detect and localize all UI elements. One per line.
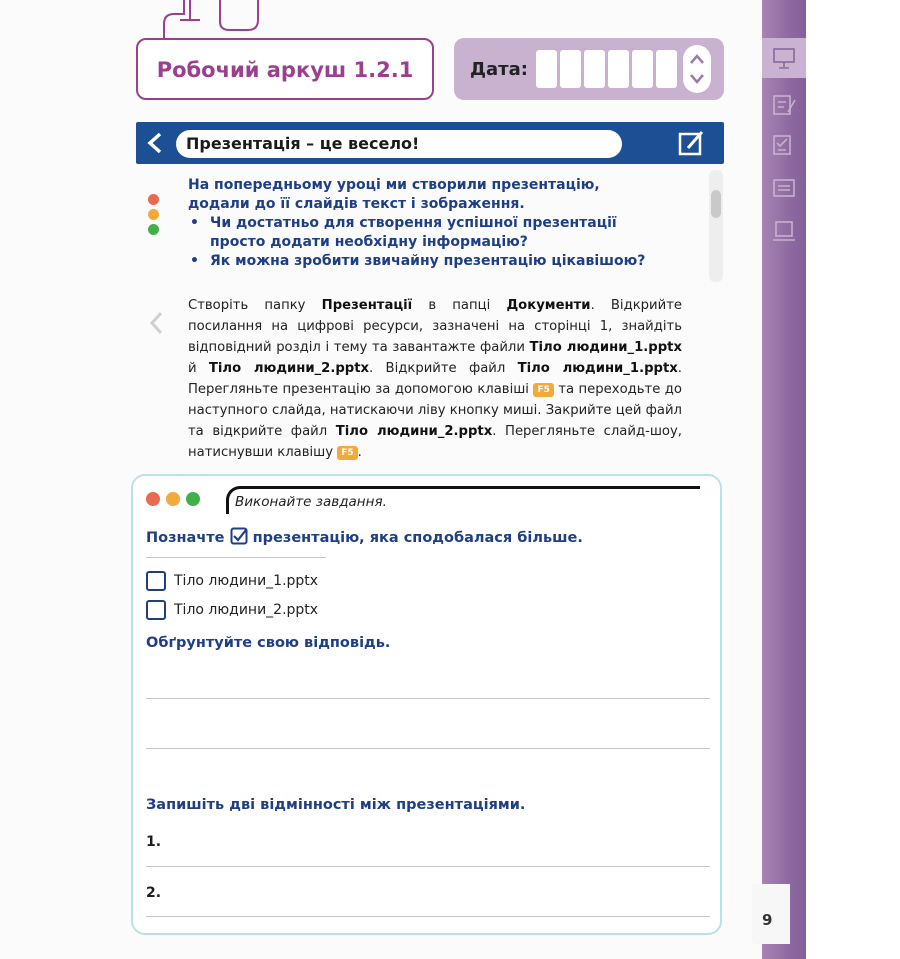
chevron-left-icon[interactable] (144, 131, 166, 155)
checklist-icon[interactable] (770, 132, 798, 158)
red-dot-icon (148, 194, 159, 205)
intro-text (188, 176, 708, 271)
date-label: Дата: (470, 59, 528, 80)
page-number: 9 (762, 911, 773, 929)
instructions-paragraph: Створіть папку Презентації в папці Документи. Відкрийте посилання на цифрові ресурси, зазначені на сторінці 1, знайдіть відповідний розділ і тему та завантажте файли Тіло людини_1.pptx й Тіло людини_2.pptx. Відкрийте файл Тіло людини_1.pptx. Перегляньте презентацію за допомогою клавіші F5 та переходьте до наступного слайда, натискаючи ліву кнопку миші. Закрийте цей файл та відкрийте файл Тіло людини_2.pptx. Перегляньте слайд-шоу, натиснувши клавішу F5 . (188, 298, 682, 460)
intro-bullet: • Чи достатньо для створення успішної презентації (188, 214, 708, 233)
chevron-down-icon (691, 75, 703, 82)
checkbox-checked-icon (230, 527, 248, 545)
answer-line[interactable] (146, 748, 710, 749)
lesson-title-pill (176, 130, 622, 158)
right-sidebar (762, 0, 806, 959)
task-header-text: Виконайте завдання. (235, 494, 387, 510)
laptop-icon[interactable] (770, 218, 798, 244)
red-dot-icon (146, 492, 160, 506)
presentation-icon[interactable] (770, 45, 798, 71)
date-spinner[interactable] (683, 45, 711, 93)
date-cell[interactable] (560, 50, 581, 88)
lesson-title: Презентація – це весело! (186, 134, 420, 153)
answer-number: 1. (146, 834, 162, 850)
chevron-up-icon (691, 56, 703, 63)
date-cell[interactable] (608, 50, 629, 88)
intro-line: додали до її слайдів текст і зображення. (188, 196, 525, 212)
answer-number: 2. (146, 885, 162, 901)
f5-key-badge: F5 (533, 383, 553, 397)
question-mark-choice: Позначте презентацію, яка сподобалася більше. (146, 527, 583, 546)
chevron-left-icon[interactable] (148, 310, 164, 336)
orange-dot-icon (166, 492, 180, 506)
green-dot-icon (148, 224, 159, 235)
answer-line[interactable] (146, 916, 710, 917)
slides-icon[interactable] (770, 176, 798, 202)
worksheet-title: Робочий аркуш 1.2.1 (156, 58, 414, 82)
divider (146, 557, 326, 558)
task-header (226, 486, 700, 514)
intro-bullet: • Як можна зробити звичайну презентацію цікавішою? (188, 252, 708, 271)
answer-line[interactable] (146, 866, 710, 867)
f5-key-badge: F5 (337, 446, 357, 460)
answer-line[interactable] (146, 698, 710, 699)
edit-note-icon[interactable] (676, 128, 708, 158)
intro-line: На попередньому уроці ми створили презентацію, (188, 177, 600, 193)
checkbox[interactable] (146, 600, 166, 620)
date-cell[interactable] (656, 50, 677, 88)
question-differences: Запишіть дві відмінності між презентаціями. (146, 797, 526, 813)
date-cell[interactable] (536, 50, 557, 88)
intro-bullet-cont: просто додати необхідну інформацію? (210, 234, 528, 250)
option-2[interactable]: Тіло людини_2.pptx (146, 600, 318, 620)
page-margin (806, 0, 900, 959)
scrollbar-thumb[interactable] (711, 190, 721, 218)
edit-list-icon[interactable] (770, 92, 798, 118)
question-justify: Обґрунтуйте свою відповідь. (146, 635, 391, 651)
date-cell[interactable] (584, 50, 605, 88)
checkbox[interactable] (146, 571, 166, 591)
orange-dot-icon (148, 209, 159, 220)
option-1[interactable]: Тіло людини_1.pptx (146, 571, 318, 591)
green-dot-icon (186, 492, 200, 506)
date-cell[interactable] (632, 50, 653, 88)
worksheet-title-box (136, 38, 434, 100)
lesson-header-bar (136, 122, 724, 164)
title-decoration (160, 0, 270, 42)
intro-scrollbar[interactable] (709, 170, 723, 282)
